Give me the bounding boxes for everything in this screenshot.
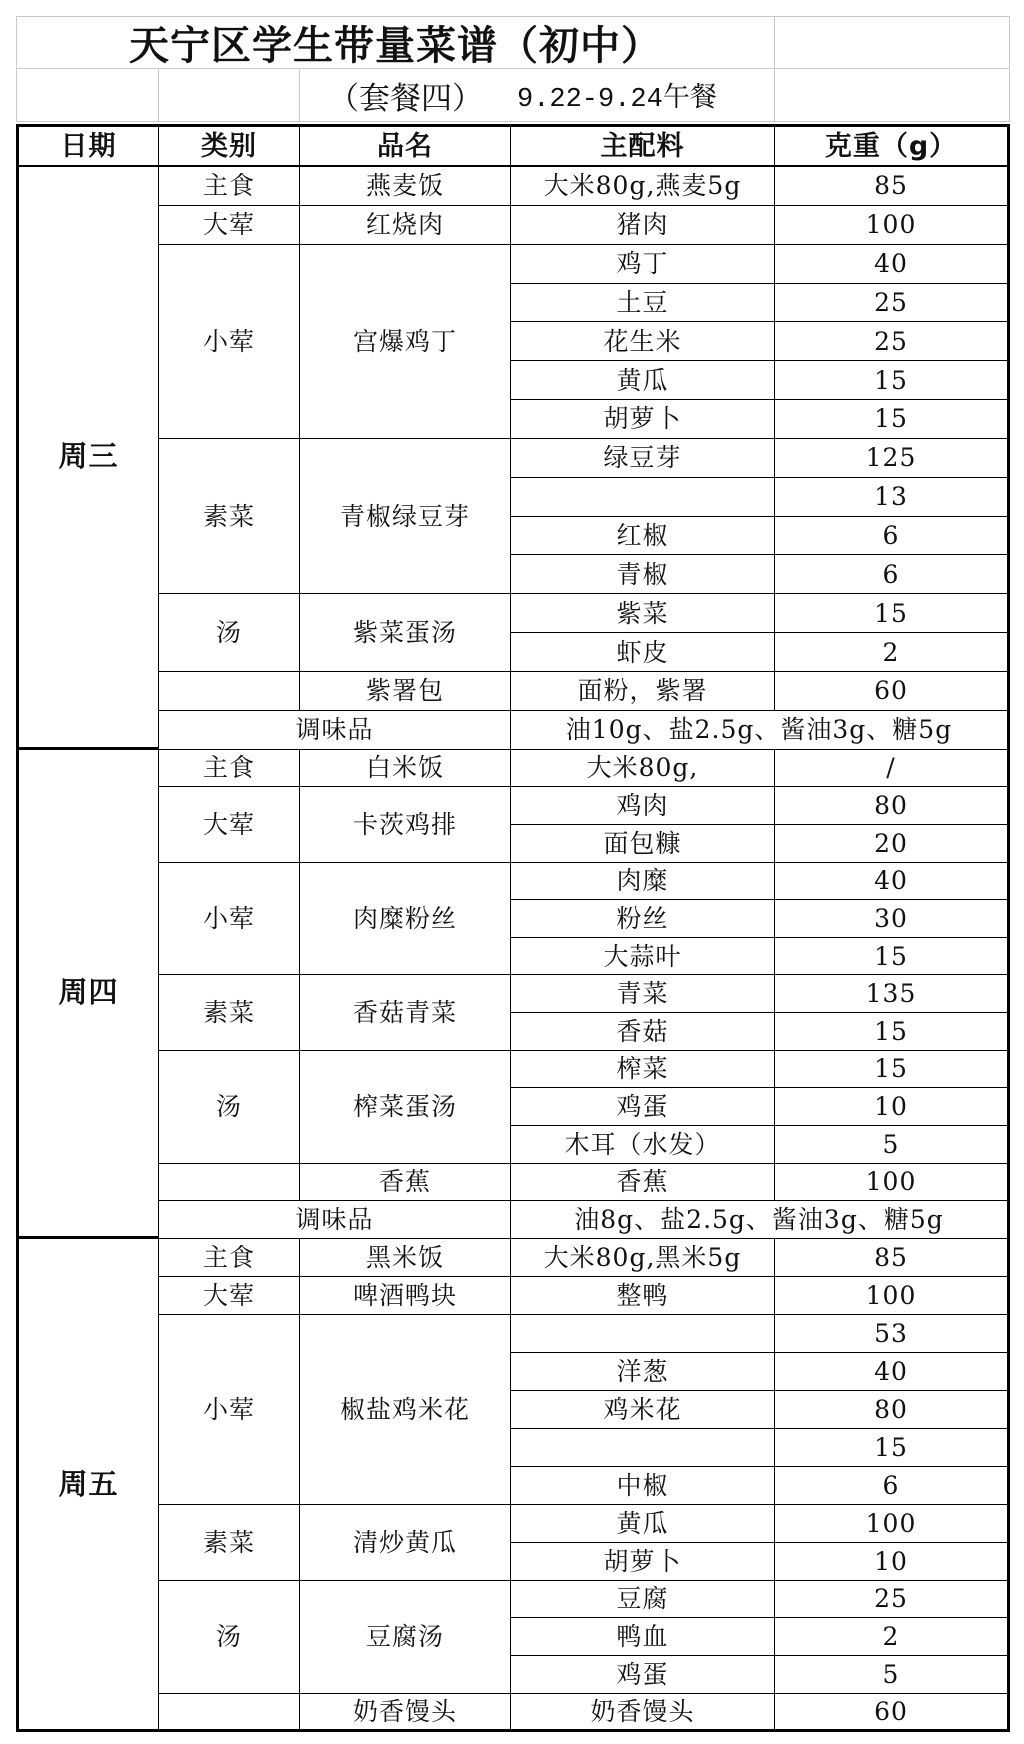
weight-cell: 60 <box>775 672 1010 711</box>
ingredient-cell: 胡萝卜 <box>511 1543 775 1581</box>
ingredient-cell: 大米80g,黑米5g <box>511 1239 775 1277</box>
header-ingredient: 主配料 <box>511 124 775 167</box>
ingredient-cell: 鸡丁 <box>511 245 775 284</box>
dish-cell: 紫署包 <box>300 672 511 711</box>
weight-cell: 135 <box>775 975 1010 1013</box>
dish-cell: 椒盐鸡米花 <box>300 1315 511 1505</box>
category-cell: 小荤 <box>159 863 300 976</box>
dish-cell: 黑米饭 <box>300 1239 511 1277</box>
weight-cell: 125 <box>775 439 1010 478</box>
weight-cell: 80 <box>775 1391 1010 1429</box>
ingredient-cell: 木耳（水发） <box>511 1126 775 1164</box>
weight-cell: 25 <box>775 322 1010 361</box>
weight-cell: 5 <box>775 1126 1010 1164</box>
ingredient-cell: 香蕉 <box>511 1164 775 1202</box>
ingredient-cell: 花生米 <box>511 322 775 361</box>
weight-cell: 6 <box>775 517 1010 556</box>
category-cell <box>159 1164 300 1202</box>
ingredient-cell: 青菜 <box>511 975 775 1013</box>
ingredient-cell: 胡萝卜 <box>511 400 775 439</box>
day-cell: 周三 <box>16 167 159 750</box>
ingredient-cell <box>511 1429 775 1467</box>
category-cell: 素菜 <box>159 1505 300 1581</box>
category-cell: 素菜 <box>159 975 300 1050</box>
weight-cell: 85 <box>775 1239 1010 1277</box>
ingredient-cell <box>511 1315 775 1353</box>
weight-cell: 6 <box>775 555 1010 594</box>
weight-cell: 100 <box>775 1505 1010 1543</box>
dish-cell: 白米饭 <box>300 750 511 788</box>
dish-cell: 宫爆鸡丁 <box>300 245 511 439</box>
dish-cell: 燕麦饭 <box>300 167 511 206</box>
category-cell: 大荤 <box>159 787 300 862</box>
weight-cell: 10 <box>775 1543 1010 1581</box>
ingredient-cell: 榨菜 <box>511 1051 775 1089</box>
ingredient-cell: 粉丝 <box>511 900 775 938</box>
dish-cell: 榨菜蛋汤 <box>300 1051 511 1164</box>
dish-cell: 青椒绿豆芽 <box>300 439 511 594</box>
ingredient-cell: 肉糜 <box>511 863 775 901</box>
ingredient-cell: 鸡米花 <box>511 1391 775 1429</box>
day-cell: 周四 <box>16 750 159 1239</box>
ingredient-cell: 面粉，紫署 <box>511 672 775 711</box>
ingredient-cell: 整鸭 <box>511 1277 775 1315</box>
page-title: 天宁区学生带量菜谱（初中） <box>16 16 775 69</box>
ingredient-cell: 红椒 <box>511 517 775 556</box>
weight-cell: 100 <box>775 1277 1010 1315</box>
ingredient-cell: 猪肉 <box>511 206 775 245</box>
weight-cell: 40 <box>775 863 1010 901</box>
ingredient-cell: 紫菜 <box>511 594 775 633</box>
ingredient-cell: 大米80g,燕麦5g <box>511 167 775 206</box>
category-cell: 大荤 <box>159 1277 300 1315</box>
dish-cell: 啤酒鸭块 <box>300 1277 511 1315</box>
category-cell: 素菜 <box>159 439 300 594</box>
category-cell: 主食 <box>159 167 300 206</box>
weight-cell: 53 <box>775 1315 1010 1353</box>
ingredient-cell: 豆腐 <box>511 1581 775 1619</box>
weight-cell: 5 <box>775 1656 1010 1694</box>
dish-cell: 豆腐汤 <box>300 1581 511 1695</box>
category-cell: 主食 <box>159 1239 300 1277</box>
dish-cell: 紫菜蛋汤 <box>300 594 511 672</box>
dish-cell: 奶香馒头 <box>300 1694 511 1732</box>
day-cell: 周五 <box>16 1239 159 1733</box>
category-cell: 小荤 <box>159 245 300 439</box>
category-cell: 汤 <box>159 1051 300 1164</box>
ingredient-cell: 鸡蛋 <box>511 1656 775 1694</box>
category-cell: 汤 <box>159 1581 300 1695</box>
category-cell: 汤 <box>159 594 300 672</box>
header-dish: 品名 <box>300 124 511 167</box>
header-weight: 克重（g） <box>775 124 1010 167</box>
weight-cell: 15 <box>775 1429 1010 1467</box>
date-range: 9.22-9.24午餐 <box>511 69 775 122</box>
weight-cell: 100 <box>775 206 1010 245</box>
ingredient-cell: 奶香馒头 <box>511 1694 775 1732</box>
category-cell: 大荤 <box>159 206 300 245</box>
weight-cell: 6 <box>775 1467 1010 1505</box>
weight-cell: 13 <box>775 478 1010 517</box>
category-cell: 小荤 <box>159 1315 300 1505</box>
category-cell: 主食 <box>159 750 300 788</box>
ingredient-cell: 面包糠 <box>511 825 775 863</box>
ingredient-cell: 洋葱 <box>511 1353 775 1391</box>
ingredient-cell: 大米80g, <box>511 750 775 788</box>
dish-cell: 肉糜粉丝 <box>300 863 511 976</box>
blank-cell <box>16 69 159 122</box>
dish-cell: 香菇青菜 <box>300 975 511 1050</box>
dish-cell: 卡茨鸡排 <box>300 787 511 862</box>
ingredient-cell: 黄瓜 <box>511 361 775 400</box>
ingredient-cell: 绿豆芽 <box>511 439 775 478</box>
ingredient-cell: 黄瓜 <box>511 1505 775 1543</box>
weight-cell: 25 <box>775 284 1010 323</box>
weight-cell: / <box>775 750 1010 788</box>
weight-cell: 15 <box>775 361 1010 400</box>
weight-cell: 40 <box>775 245 1010 284</box>
menu-set-label: （套餐四） <box>300 69 511 122</box>
ingredient-cell: 大蒜叶 <box>511 938 775 976</box>
ingredient-cell: 土豆 <box>511 284 775 323</box>
ingredient-cell: 中椒 <box>511 1467 775 1505</box>
weight-cell: 20 <box>775 825 1010 863</box>
title-block <box>16 16 1010 122</box>
weight-cell: 15 <box>775 1013 1010 1051</box>
weight-cell: 10 <box>775 1088 1010 1126</box>
dish-cell: 香蕉 <box>300 1164 511 1202</box>
blank-cell <box>159 69 300 122</box>
weight-cell: 100 <box>775 1164 1010 1202</box>
category-cell <box>159 1694 300 1732</box>
ingredient-cell <box>511 478 775 517</box>
weight-cell: 40 <box>775 1353 1010 1391</box>
ingredient-cell: 鸭血 <box>511 1618 775 1656</box>
category-cell <box>159 672 300 711</box>
seasoning-label-cell: 调味品 <box>159 1201 511 1239</box>
seasoning-value-cell: 油10g、盐2.5g、酱油3g、糖5g <box>511 711 1010 750</box>
ingredient-cell: 鸡蛋 <box>511 1088 775 1126</box>
dish-cell: 红烧肉 <box>300 206 511 245</box>
seasoning-value-cell: 油8g、盐2.5g、酱油3g、糖5g <box>511 1201 1010 1239</box>
blank-cell <box>775 69 1010 122</box>
weight-cell: 30 <box>775 900 1010 938</box>
weight-cell: 15 <box>775 938 1010 976</box>
seasoning-label-cell: 调味品 <box>159 711 511 750</box>
menu-table <box>16 124 1010 1732</box>
ingredient-cell: 香菇 <box>511 1013 775 1051</box>
ingredient-cell: 青椒 <box>511 555 775 594</box>
weight-cell: 15 <box>775 400 1010 439</box>
ingredient-cell: 虾皮 <box>511 633 775 672</box>
weight-cell: 60 <box>775 1694 1010 1732</box>
weight-cell: 2 <box>775 1618 1010 1656</box>
blank-cell <box>775 16 1010 69</box>
weight-cell: 85 <box>775 167 1010 206</box>
weight-cell: 80 <box>775 787 1010 825</box>
header-category: 类别 <box>159 124 300 167</box>
dish-cell: 清炒黄瓜 <box>300 1505 511 1581</box>
header-date: 日期 <box>16 124 159 167</box>
weight-cell: 15 <box>775 1051 1010 1089</box>
ingredient-cell: 鸡肉 <box>511 787 775 825</box>
weight-cell: 15 <box>775 594 1010 633</box>
weight-cell: 2 <box>775 633 1010 672</box>
weight-cell: 25 <box>775 1581 1010 1619</box>
